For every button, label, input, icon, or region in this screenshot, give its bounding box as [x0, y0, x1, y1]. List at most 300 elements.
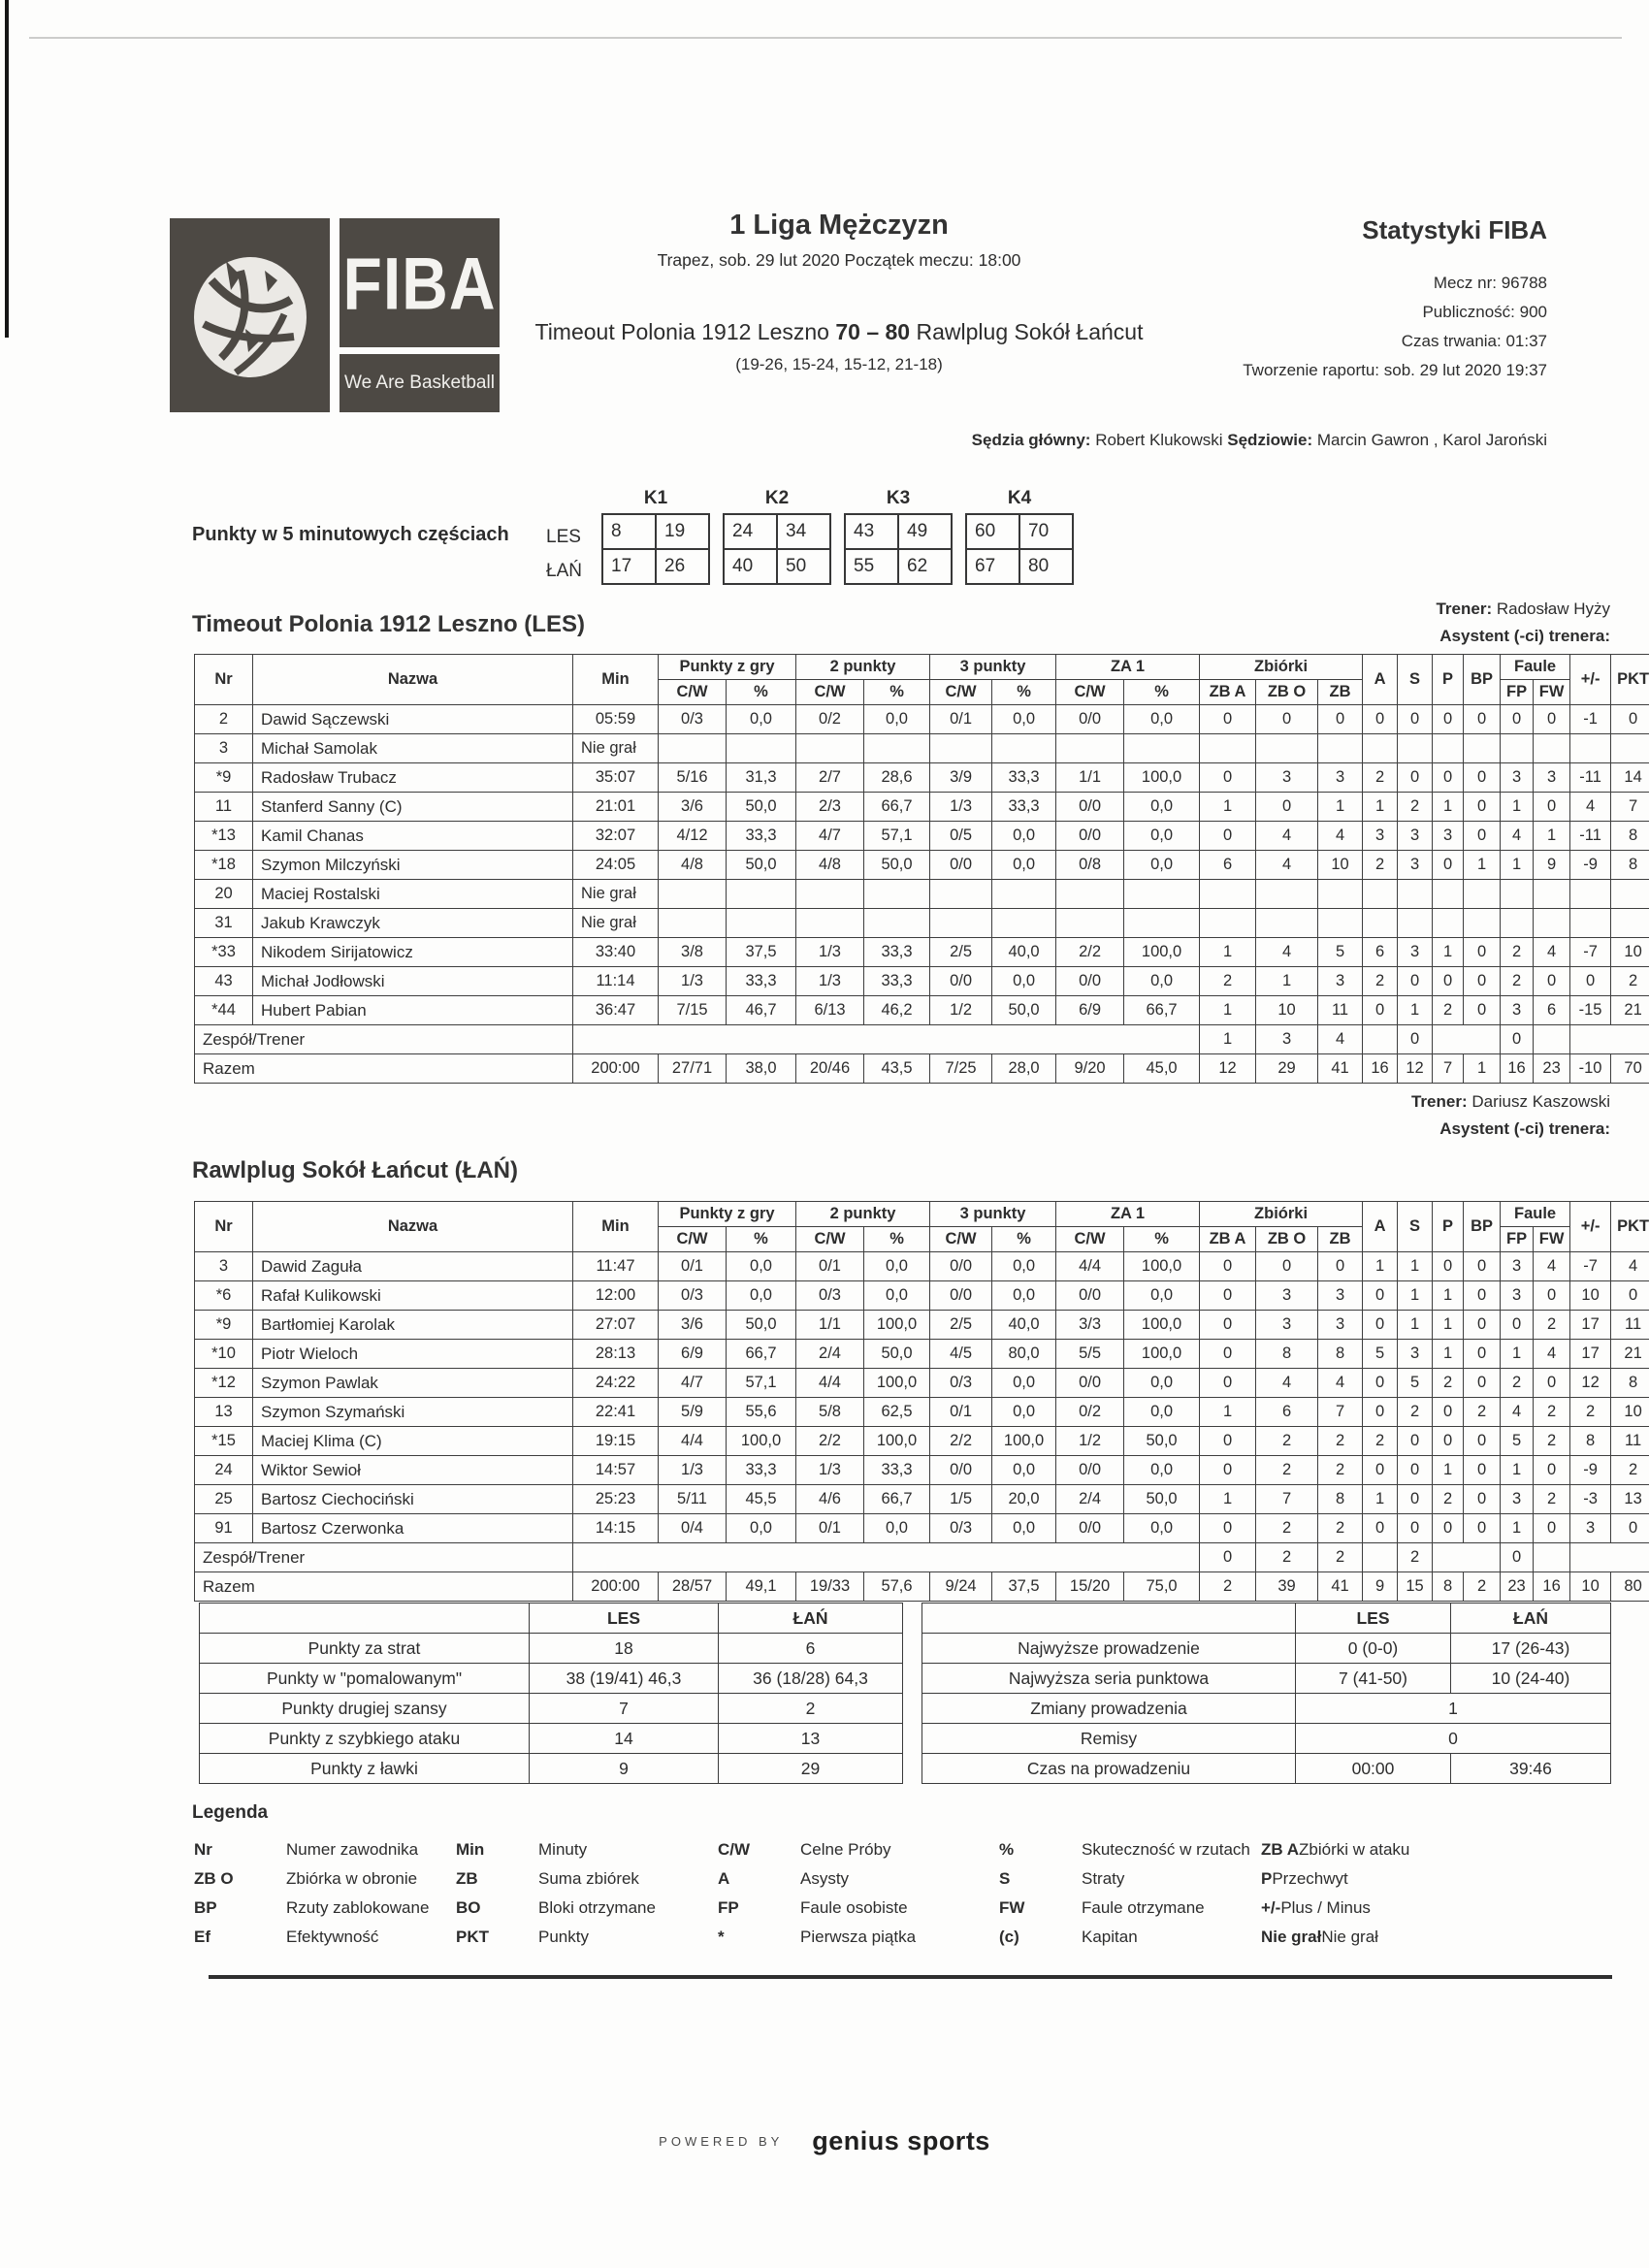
stat-cell: 6: [1200, 851, 1256, 880]
player-row: [195, 822, 1649, 851]
stat-cell: 1/3: [930, 793, 992, 822]
stat-cell: 10: [1611, 1398, 1649, 1427]
empty-stat-cell: [1611, 880, 1649, 909]
stat-cell: -11: [1570, 822, 1611, 851]
stat-cell: 2/5: [930, 938, 992, 967]
totals-stat-cell: 23: [1534, 1054, 1570, 1084]
stat-cell: 33,3: [992, 793, 1056, 822]
legend-description: Plus / Minus: [1280, 1898, 1371, 1917]
team-coach-row: [195, 1025, 1649, 1054]
box-score-table: [194, 654, 1649, 1084]
stat-cell: 0: [1398, 967, 1433, 996]
column-header: S: [1398, 655, 1433, 705]
stat-cell: 6: [1363, 938, 1398, 967]
stat-cell: 100,0: [727, 1427, 796, 1456]
stat-cell: 2: [1433, 996, 1464, 1025]
summary-les-value: 14: [530, 1724, 719, 1754]
column-header: Punkty z gry: [659, 655, 796, 680]
player-number: 13: [195, 1398, 253, 1427]
totals-stat-cell: 41: [1318, 1572, 1363, 1602]
legend-description: Rzuty zablokowane: [286, 1898, 430, 1917]
totals-row: [195, 1054, 1649, 1084]
stat-cell: 1: [1363, 1485, 1398, 1514]
player-minutes: 14:57: [573, 1456, 659, 1485]
column-header: ZA 1: [1056, 1202, 1200, 1227]
stat-cell: 3/3: [1056, 1311, 1124, 1340]
team2-coach-label: Trener:: [1410, 1092, 1468, 1111]
player-row: [195, 1311, 1649, 1340]
legend-entry: [999, 1923, 1261, 1952]
empty-stat-cell: [1433, 1025, 1501, 1054]
empty-stat-cell: [1256, 734, 1318, 763]
empty-stat-cell: [1570, 734, 1611, 763]
stat-cell: 0/0: [1056, 793, 1124, 822]
row-label-les: LES: [546, 527, 581, 547]
player-name: Piotr Wieloch: [253, 1340, 573, 1369]
stat-cell: 2: [1501, 938, 1534, 967]
quarter-box: [844, 488, 953, 585]
box-score-table: [194, 1201, 1649, 1602]
stat-cell: 1: [1256, 967, 1318, 996]
legend-entry: [1261, 1923, 1610, 1952]
totals-stat-cell: 45,0: [1124, 1054, 1200, 1084]
empty-stat-cell: [864, 880, 930, 909]
stat-cell: 2: [1398, 793, 1433, 822]
stat-cell: 66,7: [1124, 996, 1200, 1025]
stat-cell: 4/6: [796, 1485, 864, 1514]
stat-cell: 0/0: [1056, 822, 1124, 851]
totals-stat-cell: 12: [1398, 1054, 1433, 1084]
stat-cell: 4/12: [659, 822, 727, 851]
stat-cell: 1: [1433, 1456, 1464, 1485]
stat-cell: 7: [1611, 793, 1649, 822]
stat-cell: 9: [1534, 851, 1570, 880]
summary-row-label: Remisy: [922, 1724, 1296, 1754]
totals-label: Razem: [195, 1054, 573, 1084]
empty-stat-cell: [1433, 734, 1464, 763]
totals-stat-cell: 8: [1433, 1572, 1464, 1602]
summary-row: [922, 1724, 1611, 1754]
stat-cell: 33,3: [864, 938, 930, 967]
stat-cell: 0/1: [796, 1252, 864, 1281]
quarter-score-row: [724, 549, 830, 584]
team-defensive-rebounds: 2: [1256, 1543, 1318, 1572]
empty-stat-cell: [1363, 909, 1398, 938]
player-minutes: 36:47: [573, 996, 659, 1025]
stat-cell: 0: [1464, 1485, 1501, 1514]
team-total-rebounds: 4: [1318, 1025, 1363, 1054]
report-title: Statystyki FIBA: [1362, 215, 1547, 244]
stat-cell: 4: [1570, 793, 1611, 822]
stat-cell: 1/3: [659, 1456, 727, 1485]
stat-cell: 8: [1570, 1427, 1611, 1456]
player-row: [195, 1427, 1649, 1456]
fiba-logo: [170, 218, 500, 412]
stat-cell: 1: [1398, 1311, 1433, 1340]
fiba-wordmark-box: [340, 218, 500, 347]
summary-row-label: Najwyższa seria punktowa: [922, 1664, 1296, 1694]
empty-stat-cell: [1318, 909, 1363, 938]
stat-cell: 1: [1501, 1514, 1534, 1543]
column-header: ZB O: [1256, 1227, 1318, 1252]
stat-cell: 11: [1318, 996, 1363, 1025]
legend-entry: [1261, 1835, 1610, 1864]
quarter-score-cell: 49: [898, 514, 952, 549]
totals-stat-cell: 7: [1433, 1054, 1464, 1084]
stat-cell: 0: [1501, 1311, 1534, 1340]
legend-abbreviation: BP: [194, 1898, 217, 1917]
legend-abbreviation: Nr: [194, 1840, 212, 1859]
empty-stat-cell: [796, 734, 864, 763]
empty-stat-cell: [1501, 734, 1534, 763]
empty-stat-cell: [1611, 734, 1649, 763]
empty-stat-cell: [659, 880, 727, 909]
stat-cell: 0/0: [1056, 967, 1124, 996]
empty-stat-cell: [1433, 909, 1464, 938]
legend-description: Zbiórka w obronie: [286, 1869, 418, 1888]
summary-merged-value: 1: [1296, 1694, 1611, 1724]
stat-cell: 66,7: [864, 793, 930, 822]
stat-cell: 2: [1570, 1398, 1611, 1427]
player-name: Bartosz Czerwonka: [253, 1514, 573, 1543]
stat-cell: 0: [1363, 1281, 1398, 1311]
stat-cell: 3: [1318, 967, 1363, 996]
quarter-score-cell: 67: [966, 549, 1019, 584]
summary-les-value: 00:00: [1296, 1754, 1451, 1784]
match-result-block: [519, 318, 1159, 374]
empty-stat-cell: [1464, 880, 1501, 909]
legend-abbreviation: ZB: [456, 1869, 478, 1888]
empty-stat-cell: [992, 880, 1056, 909]
stat-cell: 0: [1464, 1427, 1501, 1456]
empty-stat-cell: [796, 909, 864, 938]
stat-cell: 2: [1318, 1456, 1363, 1485]
stat-cell: 45,5: [727, 1485, 796, 1514]
quarter-box: [601, 488, 710, 585]
quarter-score-cell: 70: [1019, 514, 1073, 549]
column-header: FW: [1534, 680, 1570, 705]
stat-cell: 31,3: [727, 763, 796, 793]
stat-cell: 0: [1363, 1514, 1398, 1543]
stat-cell: 4: [1256, 938, 1318, 967]
report-created: Tworzenie raportu: sob. 29 lut 2020 19:37: [1243, 361, 1547, 379]
stat-cell: 5: [1398, 1369, 1433, 1398]
column-header: FW: [1534, 1227, 1570, 1252]
column-header: ZB A: [1200, 1227, 1256, 1252]
stat-cell: 0: [1464, 1514, 1501, 1543]
stat-cell: 33,3: [864, 1456, 930, 1485]
player-name: Stanferd Sanny (C): [253, 793, 573, 822]
legend-entry: [194, 1864, 456, 1894]
stat-cell: 33,3: [727, 967, 796, 996]
stat-cell: 21: [1611, 1340, 1649, 1369]
stat-cell: 1: [1200, 938, 1256, 967]
stat-cell: 0/3: [659, 1281, 727, 1311]
stat-cell: 0: [1433, 1427, 1464, 1456]
player-row: [195, 1456, 1649, 1485]
column-header: P: [1433, 655, 1464, 705]
player-minutes: 11:47: [573, 1252, 659, 1281]
totals-stat-cell: 39: [1256, 1572, 1318, 1602]
legend-abbreviation: C/W: [718, 1840, 751, 1859]
genius-sports-logo: genius sports: [812, 2126, 990, 2155]
stat-cell: 0: [1398, 1427, 1433, 1456]
empty-stat-cell: [1398, 880, 1433, 909]
stat-cell: 17: [1570, 1311, 1611, 1340]
legend-entry: [999, 1894, 1261, 1923]
player-number: *10: [195, 1340, 253, 1369]
stat-cell: 0: [1534, 793, 1570, 822]
stat-cell: 50,0: [727, 793, 796, 822]
team2-coach-name: Dariusz Kaszowski: [1471, 1092, 1610, 1111]
stat-cell: 1: [1433, 793, 1464, 822]
stat-cell: 0: [1200, 1514, 1256, 1543]
column-header: 3 punkty: [930, 1202, 1056, 1227]
summary-team-header: ŁAŃ: [1451, 1604, 1611, 1634]
player-number: *12: [195, 1369, 253, 1398]
stat-cell: 1: [1318, 793, 1363, 822]
stat-cell: 5: [1363, 1340, 1398, 1369]
fiba-tagline-box: [340, 354, 500, 412]
totals-stat-cell: 19/33: [796, 1572, 864, 1602]
player-name: Rafał Kulikowski: [253, 1281, 573, 1311]
quarter-boxes: [601, 488, 1074, 585]
legend-entry: [1261, 1864, 1610, 1894]
stat-cell: 2: [1433, 1369, 1464, 1398]
stat-cell: 7: [1318, 1398, 1363, 1427]
stat-cell: 66,7: [864, 1485, 930, 1514]
legend-entry: [999, 1835, 1261, 1864]
stat-cell: 0,0: [1124, 1398, 1200, 1427]
stat-cell: 0/5: [930, 822, 992, 851]
empty-stat-cell: [1534, 1025, 1570, 1054]
column-header: C/W: [659, 1227, 727, 1252]
stat-cell: 0/0: [1056, 1369, 1124, 1398]
legend-description: Zbiórki w ataku: [1299, 1840, 1410, 1859]
player-number: 91: [195, 1514, 253, 1543]
report-meta-block: [1243, 215, 1547, 385]
empty-stat-cell: [1318, 734, 1363, 763]
stat-cell: 0,0: [1124, 1281, 1200, 1311]
stat-cell: 0: [1570, 967, 1611, 996]
empty-stat-cell: [864, 909, 930, 938]
stat-cell: 21: [1611, 996, 1649, 1025]
stat-cell: 0: [1200, 1369, 1256, 1398]
stat-cell: 0,0: [992, 1398, 1056, 1427]
column-header: BP: [1464, 655, 1501, 705]
stat-cell: 0,0: [992, 1514, 1056, 1543]
stat-cell: 50,0: [1124, 1485, 1200, 1514]
summary-lan-value: 39:46: [1451, 1754, 1611, 1784]
totals-stat-cell: 41: [1318, 1054, 1363, 1084]
stat-cell: 2/4: [796, 1340, 864, 1369]
summary-row: [200, 1664, 903, 1694]
stat-cell: 0: [1200, 1340, 1256, 1369]
quarter-results-line: (19-26, 15-24, 15-12, 21-18): [735, 354, 943, 373]
stat-cell: 4: [1256, 851, 1318, 880]
team-fouls: 0: [1501, 1543, 1534, 1572]
stat-cell: 0/0: [930, 851, 992, 880]
referees-line: [972, 431, 1547, 450]
stat-cell: 0: [1534, 967, 1570, 996]
stat-cell: 2: [1433, 1485, 1464, 1514]
stat-cell: -9: [1570, 1456, 1611, 1485]
stat-cell: 2: [1464, 1398, 1501, 1427]
scan-artifact-left-edge: [5, 0, 9, 338]
quarter-label: K1: [643, 488, 668, 508]
column-header: FP: [1501, 680, 1534, 705]
stat-cell: 2: [1611, 1456, 1649, 1485]
player-row: [195, 851, 1649, 880]
legend-description: Asysty: [800, 1869, 850, 1888]
powered-by-label: POWERED BY: [659, 2134, 784, 2149]
stat-cell: 100,0: [1124, 1311, 1200, 1340]
legend-description: Minuty: [538, 1840, 588, 1859]
stat-cell: 4/4: [1056, 1252, 1124, 1281]
legend-description: Efektywność: [286, 1928, 379, 1946]
column-header: C/W: [796, 680, 864, 705]
player-name: Bartłomiej Karolak: [253, 1311, 573, 1340]
player-minutes: 14:15: [573, 1514, 659, 1543]
player-name: Bartosz Ciechociński: [253, 1485, 573, 1514]
stat-cell: 2: [1363, 851, 1398, 880]
stat-cell: 4: [1256, 822, 1318, 851]
stat-cell: 0,0: [864, 1514, 930, 1543]
player-row: [195, 793, 1649, 822]
team-offensive-rebounds: 1: [1200, 1025, 1256, 1054]
stat-cell: 0,0: [727, 1252, 796, 1281]
empty-stat-cell: [1200, 734, 1256, 763]
fiba-wordmark: FIBA: [342, 241, 497, 325]
summary-lan-value: 13: [719, 1724, 903, 1754]
column-header: Min: [573, 655, 659, 705]
legend-description: Kapitan: [1082, 1928, 1138, 1946]
team-coach-label: Zespół/Trener: [195, 1543, 573, 1572]
stat-cell: 2: [1200, 967, 1256, 996]
player-name: Dawid Sączewski: [253, 705, 573, 734]
stat-cell: 2: [1256, 1514, 1318, 1543]
summary-header-empty: [922, 1604, 1296, 1634]
player-name: Radosław Trubacz: [253, 763, 573, 793]
player-name: Szymon Pawlak: [253, 1369, 573, 1398]
stat-cell: 0: [1464, 967, 1501, 996]
stat-cell: 11: [1611, 1427, 1649, 1456]
stat-cell: 3: [1501, 996, 1534, 1025]
stat-cell: 1: [1200, 1398, 1256, 1427]
player-row: [195, 705, 1649, 734]
team2-coach-line: [1411, 1092, 1610, 1112]
column-header: Nr: [195, 1202, 253, 1252]
summary-row: [922, 1634, 1611, 1664]
stat-cell: 0/0: [1056, 1456, 1124, 1485]
stat-cell: 0/2: [796, 705, 864, 734]
stat-cell: 0: [1464, 1456, 1501, 1485]
totals-stat-cell: 12: [1200, 1054, 1256, 1084]
column-header: C/W: [930, 680, 992, 705]
stat-cell: 3: [1363, 822, 1398, 851]
stat-cell: 100,0: [1124, 938, 1200, 967]
legend-abbreviation: BO: [456, 1898, 481, 1917]
totals-stat-cell: 70: [1611, 1054, 1649, 1084]
stat-cell: 3: [1256, 1311, 1318, 1340]
globe-ball-graphic: [182, 232, 318, 399]
stat-cell: 4: [1534, 938, 1570, 967]
stat-cell: 11: [1611, 1311, 1649, 1340]
player-minutes: 25:23: [573, 1485, 659, 1514]
stat-cell: 4: [1534, 1340, 1570, 1369]
player-minutes: 24:22: [573, 1369, 659, 1398]
stat-cell: 3/6: [659, 1311, 727, 1340]
quarter-score-row: [845, 549, 952, 584]
empty-stat-cell: [1200, 880, 1256, 909]
column-header: ZA 1: [1056, 655, 1200, 680]
stat-cell: 2: [1398, 1398, 1433, 1427]
empty-stat-cell: [1534, 734, 1570, 763]
column-header: %: [1124, 680, 1200, 705]
header-row-groups: [195, 655, 1649, 680]
stat-cell: -15: [1570, 996, 1611, 1025]
stat-cell: 0: [1433, 1398, 1464, 1427]
player-number: 2: [195, 705, 253, 734]
quarter-score-row: [602, 549, 709, 584]
stat-cell: 0,0: [864, 1252, 930, 1281]
player-number: *44: [195, 996, 253, 1025]
header-row-groups: [195, 1202, 1649, 1227]
legend-entry: [1261, 1894, 1610, 1923]
quarter-score-row: [845, 514, 952, 549]
column-header: C/W: [1056, 680, 1124, 705]
stat-cell: 57,1: [864, 822, 930, 851]
stat-cell: 1: [1464, 851, 1501, 880]
stat-cell: 0/8: [1056, 851, 1124, 880]
stat-cell: 3/6: [659, 793, 727, 822]
stat-cell: 0: [1363, 705, 1398, 734]
summary-row: [200, 1634, 903, 1664]
column-header: PKT: [1611, 1202, 1649, 1252]
player-name: Dawid Zaguła: [253, 1252, 573, 1281]
totals-stat-cell: 23: [1501, 1572, 1534, 1602]
stat-cell: 0,0: [1124, 793, 1200, 822]
stat-cell: 46,2: [864, 996, 930, 1025]
head-referee-label: Sędzia główny:: [971, 431, 1091, 449]
empty-stat-cell: [1570, 880, 1611, 909]
summary-lan-value: 17 (26-43): [1451, 1634, 1611, 1664]
stat-cell: 12: [1570, 1369, 1611, 1398]
stat-cell: 3: [1398, 822, 1433, 851]
quarter-score-cell: 80: [1019, 549, 1073, 584]
stat-cell: 2: [1363, 967, 1398, 996]
legend-column: [456, 1835, 718, 1952]
summary-row: [922, 1664, 1611, 1694]
stat-cell: 1: [1433, 938, 1464, 967]
stat-cell: 100,0: [1124, 1252, 1200, 1281]
legend-entry: [456, 1894, 718, 1923]
stat-cell: 5: [1318, 938, 1363, 967]
stat-cell: 1: [1363, 793, 1398, 822]
stat-cell: 3: [1318, 1311, 1363, 1340]
stat-cell: 0,0: [864, 1281, 930, 1311]
quarter-row-labels: [546, 520, 582, 588]
empty-stat-cell: [1056, 909, 1124, 938]
team-coach-row: [195, 1543, 1649, 1572]
stat-cell: 1: [1398, 996, 1433, 1025]
stat-cell: 0/2: [1056, 1398, 1124, 1427]
stat-cell: 1: [1534, 822, 1570, 851]
stat-cell: 4/7: [659, 1369, 727, 1398]
player-row: [195, 1340, 1649, 1369]
empty-stat-cell: [1056, 734, 1124, 763]
stat-cell: 1/1: [796, 1311, 864, 1340]
